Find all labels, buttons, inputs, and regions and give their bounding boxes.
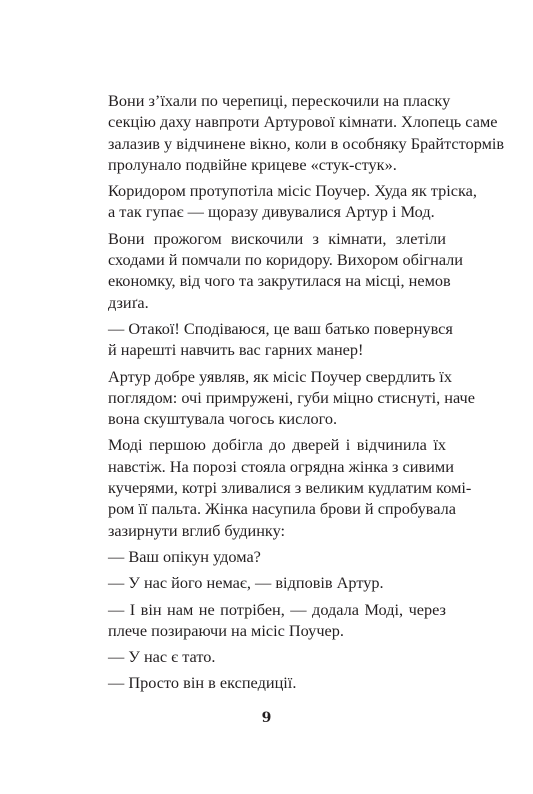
text-line: секцію даху навпроти Артурової кімнати. Хлопець саме xyxy=(108,112,498,132)
text-line: вона скуштувала чогось кислого. xyxy=(108,409,338,429)
text-line: ром її пальта. Жінка насупила брови й спробувала xyxy=(108,499,456,519)
text-line: дзиґа. xyxy=(108,292,149,312)
text-line: Артур добре уявляв, як місіс Поучер свердлить їх xyxy=(108,366,452,386)
text-line: — У нас його немає, — відповів Артур. xyxy=(108,573,384,593)
paragraph xyxy=(88,366,475,430)
text-line: — У нас є тато. xyxy=(108,647,216,667)
text-line: кучерями, котрі зливалися з великим кудлатим комі- xyxy=(108,478,472,498)
text-line: поглядом: очі примружені, губи міцно стиснуті, наче xyxy=(108,387,475,407)
paragraph xyxy=(88,434,472,540)
paragraph xyxy=(88,672,446,693)
text-line: залазив у відчинене вікно, коли в особняку Брайтстормів xyxy=(108,133,505,153)
text-line: — Просто він в експедиції. xyxy=(108,673,297,693)
text-line: Коридором протупотіла місіс Поучер. Худа як тріска, xyxy=(108,181,477,201)
paragraph xyxy=(88,228,464,313)
text-line: — Отакої! Сподіваюся, це ваш батько повернувся xyxy=(108,318,453,338)
text-line: — І він нам не потрібен, — додала Моді, через xyxy=(108,599,446,619)
text-line: зазирнути вглиб будинку: xyxy=(108,520,286,540)
paragraph xyxy=(88,318,453,361)
text-line: а так гупає — щоразу дивувалися Артур і Мод. xyxy=(108,202,435,222)
paragraph xyxy=(88,90,505,175)
paragraph xyxy=(88,599,446,642)
text-line: Вони з’їхали по черепиці, перескочили на пласку xyxy=(108,91,451,110)
page-number: 9 xyxy=(261,710,272,726)
text-line: пролунало подвійне крицеве «стук-стук». xyxy=(108,154,397,174)
paragraph xyxy=(88,546,446,567)
text-line: плече позираючи на місіс Поучер. xyxy=(108,620,344,640)
paragraph xyxy=(88,646,446,667)
paragraph xyxy=(88,180,477,223)
text-line: Вони прожогом вискочили з кімнати, злетіли xyxy=(108,228,446,248)
text-line: навстіж. На порозі стояла огрядна жінка з сивими xyxy=(108,456,454,476)
text-line: сходами й помчали по коридору. Вихором обігнали xyxy=(108,250,464,270)
body-text xyxy=(88,90,505,699)
text-line: й нарешті навчить вас гарних манер! xyxy=(108,340,364,360)
text-line: економку, від чого та закрутилася на місці, немов xyxy=(108,271,451,291)
text-line: — Ваш опікун удома? xyxy=(108,546,261,566)
paragraph xyxy=(88,572,446,593)
text-line: Моді першою добігла до дверей і відчинила їх xyxy=(108,435,446,455)
